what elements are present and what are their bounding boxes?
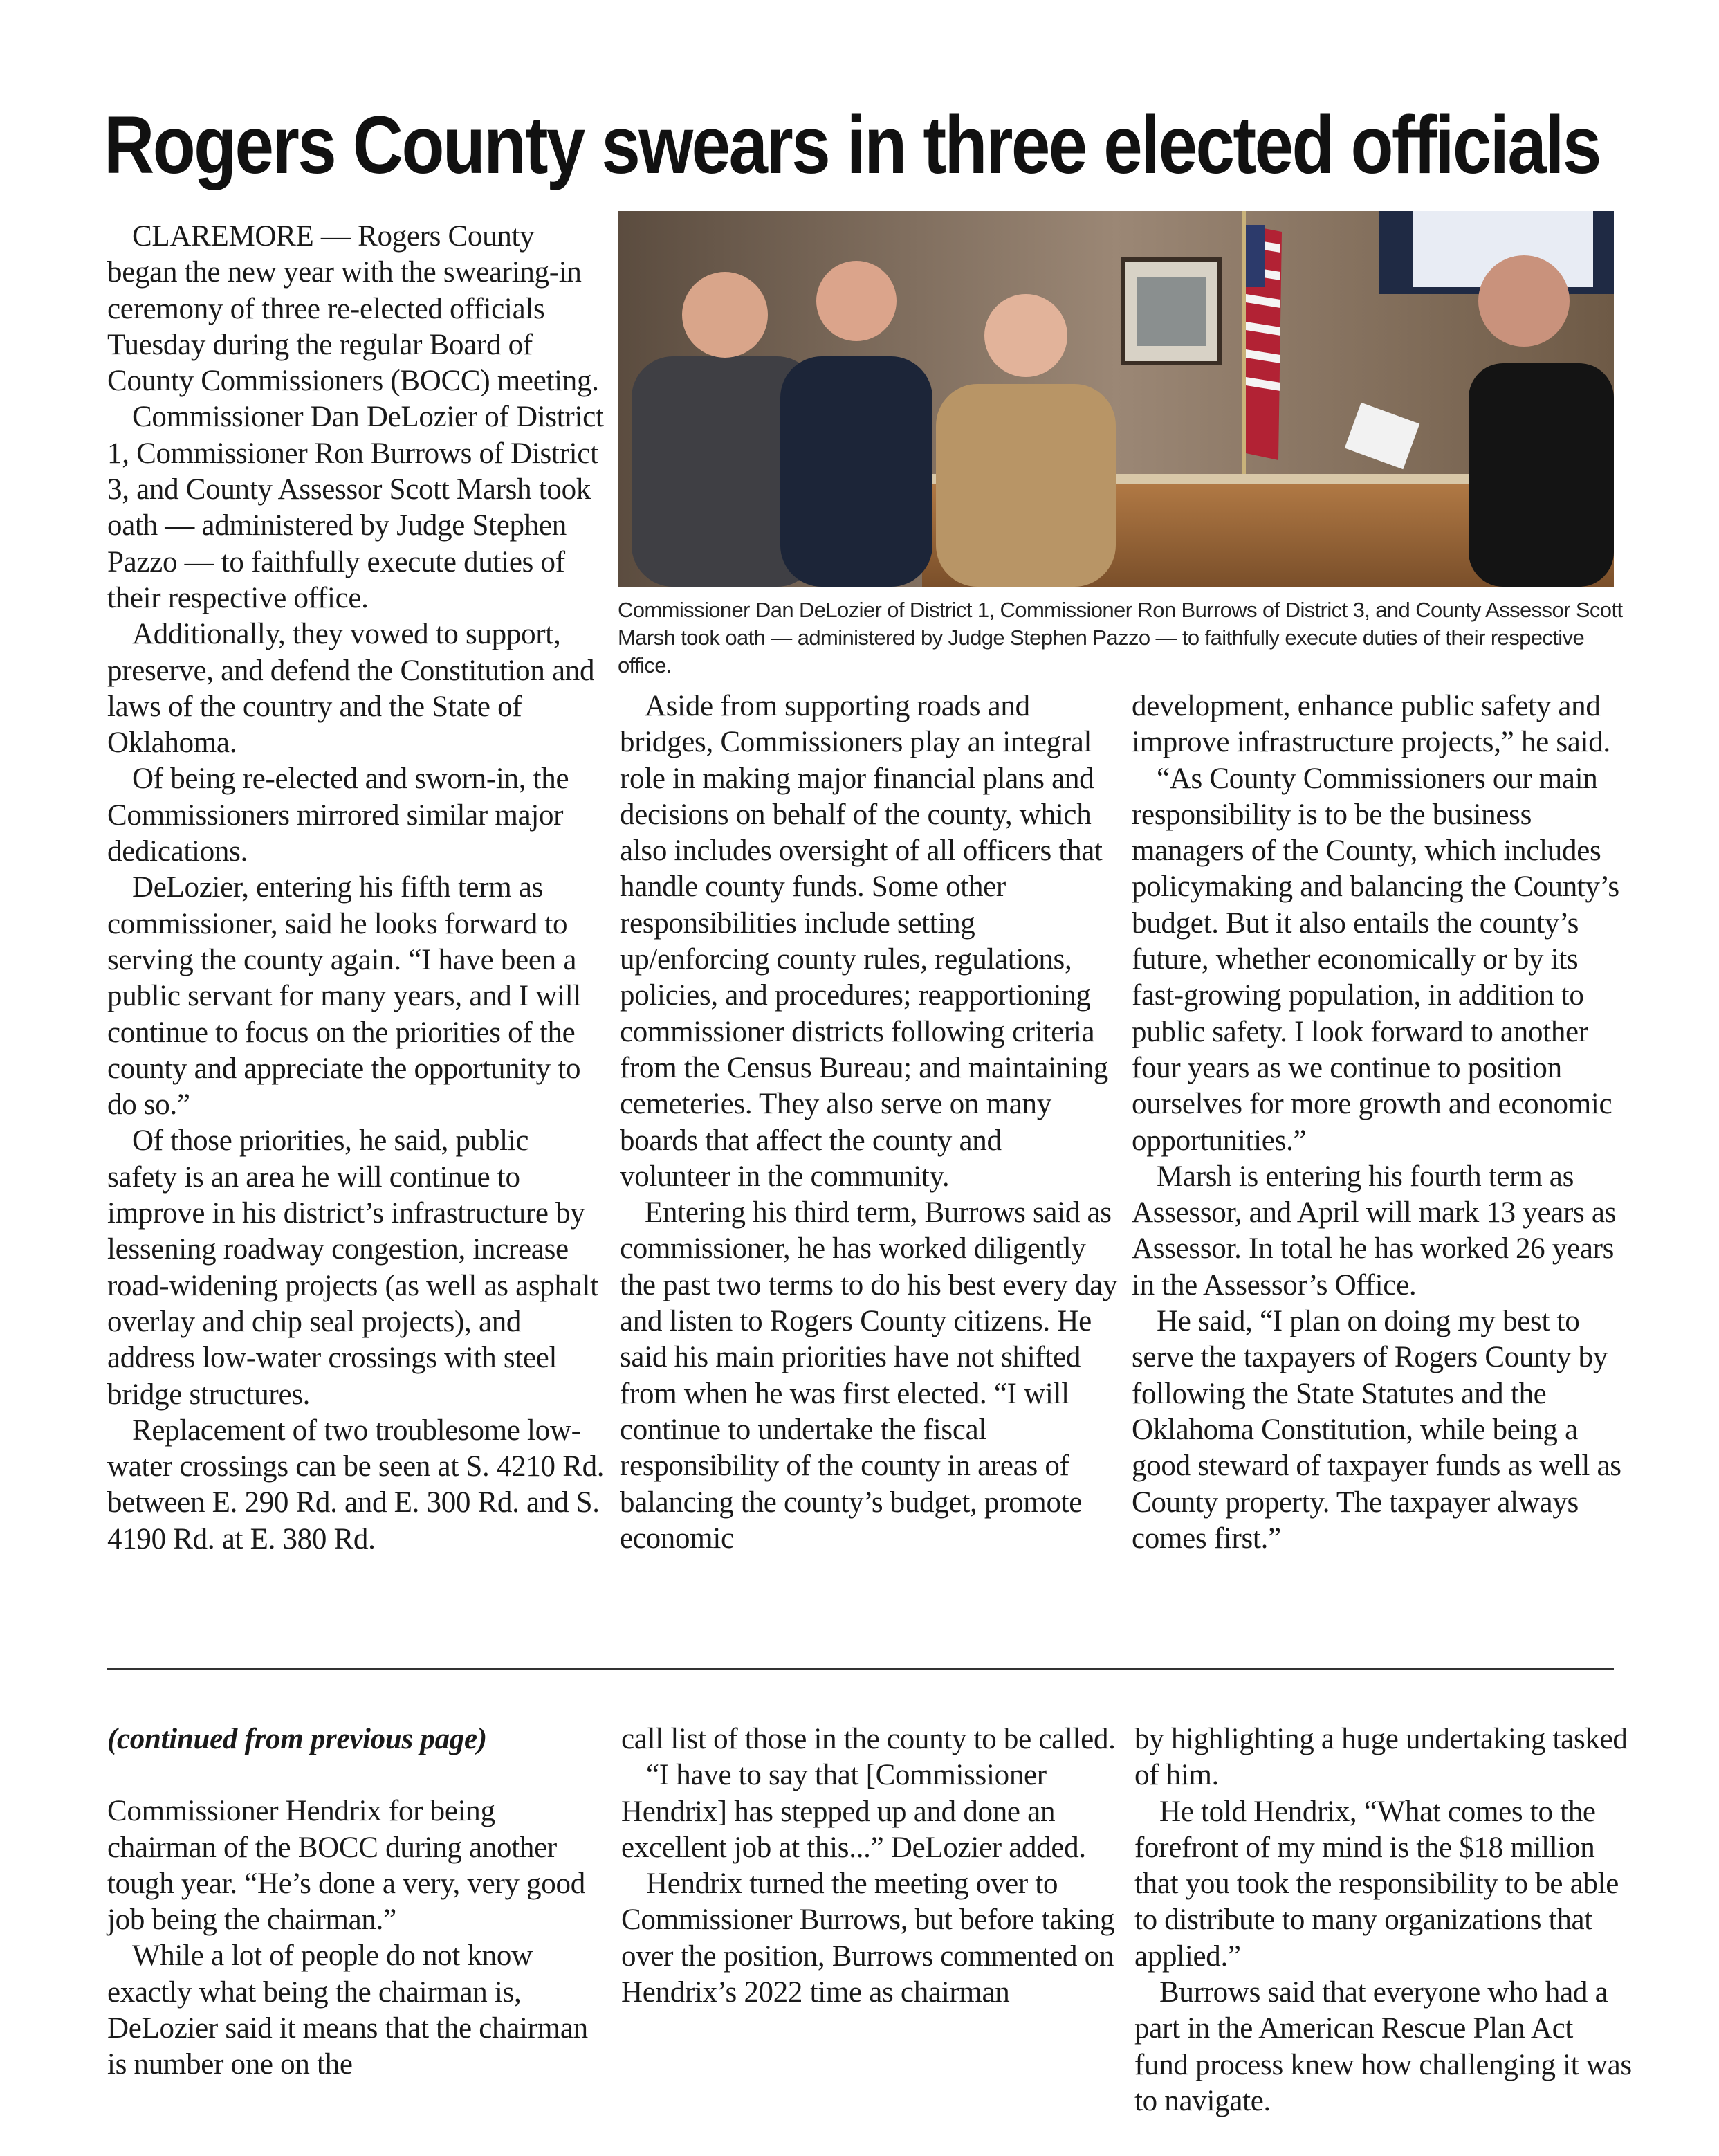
continued-column-2 bbox=[621, 1721, 1119, 2011]
paragraph: Of those priorities, he said, public safety is an area he will continue to improve in his district’s infrastructure by lessening roadway congestion, increase road-widening projects (as well as asphalt overlay and chip seal projects), and address low-water crossings with steel bridge structures. bbox=[107, 1124, 598, 1411]
photo-illustration bbox=[618, 211, 1614, 587]
paragraph: He told Hendrix, “What comes to the forefront of my mind is the $18 million that you took the responsibility to be able to distribute to many organizations that applied.” bbox=[1134, 1795, 1619, 1973]
photo-caption: Commissioner Dan DeLozier of District 1, Commissioner Ron Burrows of District 3, and County Assessor Scott Marsh took oath — administered by Judge Stephen Pazzo — to faithfully execute duties of their respective office. bbox=[618, 598, 1623, 677]
article-column-3 bbox=[1132, 688, 1630, 1557]
paragraph: Aside from supporting roads and bridges, Commissioners play an integral role in making major financial plans and decisions on behalf of the county, which also includes oversight of all officers that handle county funds. Some other responsibilities include setting up/enforcing county rules, regulations, policies, and procedures; reapportioning commissioner districts following criteria from the Census Bureau; and maintaining cemeteries. They also serve on many boards that affect the county and volunteer in the community. bbox=[620, 690, 1109, 1193]
continued-column-3 bbox=[1134, 1721, 1633, 2119]
article-column-2 bbox=[620, 688, 1118, 1557]
article-column-1 bbox=[107, 219, 605, 1557]
paragraph: CLAREMORE — Rogers County began the new year with the swearing-in ceremony of three re-elected officials Tuesday during the regular Board of County Commissioners (BOCC) meeting. bbox=[107, 220, 599, 398]
paragraph: Marsh is entering his fourth term as Assessor, and April will mark 13 years as Assessor. In total he has worked 26 years in the Assessor’s Office. bbox=[1132, 1160, 1617, 1301]
section-divider bbox=[107, 1668, 1614, 1670]
paragraph: Additionally, they vowed to support, preserve, and defend the Constitution and laws of the country and the State of Oklahoma. bbox=[107, 618, 595, 760]
paragraph: “As County Commissioners our main responsibility is to be the business managers of the County, which includes policymaking and balancing the County’s budget. But it also entails the county’s future, whether economically or by its fast-growing population, in addition to public safety. I look forward to another four years as we continue to position ourselves for more growth and economic opportunities.” bbox=[1132, 762, 1619, 1157]
continued-label: (continued from previous page) bbox=[107, 1723, 487, 1755]
continued-column-1 bbox=[107, 1721, 605, 2083]
paragraph: While a lot of people do not know exactly what being the chairman is, DeLozier said it means that the chairman is number one on the bbox=[107, 1939, 588, 2081]
headline: Rogers County swears in three elected officials bbox=[104, 100, 1600, 191]
paragraph: Commissioner Hendrix for being chairman of the BOCC during another tough year. “He’s done a very, very good job being the chairman.” bbox=[107, 1795, 585, 1937]
paragraph: by highlighting a huge undertaking tasked of him. bbox=[1134, 1723, 1628, 1792]
paragraph: Replacement of two troublesome low-water crossings can be seen at S. 4210 Rd. between E. 290 Rd. and E. 300 Rd. and S. 4190 Rd. at E. 380 Rd. bbox=[107, 1414, 605, 1555]
paragraph: He said, “I plan on doing my best to serve the taxpayers of Rogers County by following the State Statutes and the Oklahoma Constitution, while being a good steward of taxpayer funds as well as County property. The taxpayer always comes first.” bbox=[1132, 1305, 1621, 1555]
paragraph: Of being re-elected and sworn-in, the Commissioners mirrored similar major dedications. bbox=[107, 762, 569, 868]
paragraph: Entering his third term, Burrows said as commissioner, he has worked diligently the past two terms to do his best every day and listen to Rogers County citizens. He said his main priorities have not shifted from when he was first elected. “I will continue to undertake the fiscal responsibility of the county in areas of balancing the county’s budget, promote economic bbox=[620, 1196, 1118, 1555]
paragraph: Burrows said that everyone who had a part in the American Rescue Plan Act fund process knew how challenging it was to navigate. bbox=[1134, 1976, 1632, 2117]
paragraph: development, enhance public safety and improve infrastructure projects,” he said. bbox=[1132, 690, 1610, 759]
paragraph: Commissioner Dan DeLozier of District 1, Commissioner Ron Burrows of District 3, and County Assessor Scott Marsh took oath — administered by Judge Stephen Pazzo — to faithfully execute duties of their respective office. bbox=[107, 401, 604, 614]
paragraph: call list of those in the county to be called. bbox=[621, 1723, 1116, 1755]
swearing-in-photo bbox=[618, 211, 1614, 587]
paragraph: DeLozier, entering his fifth term as commissioner, said he looks forward to serving the county again. “I have been a public servant for many years, and I will continue to focus on the priorities of the county and appreciate the opportunity to do so.” bbox=[107, 871, 582, 1122]
paragraph: “I have to say that [Commissioner Hendrix] has stepped up and done an excellent job at this...” DeLozier added. bbox=[621, 1759, 1086, 1864]
paragraph: Hendrix turned the meeting over to Commissioner Burrows, but before taking over the position, Burrows commented on Hendrix’s 2022 time as chairman bbox=[621, 1867, 1115, 2009]
